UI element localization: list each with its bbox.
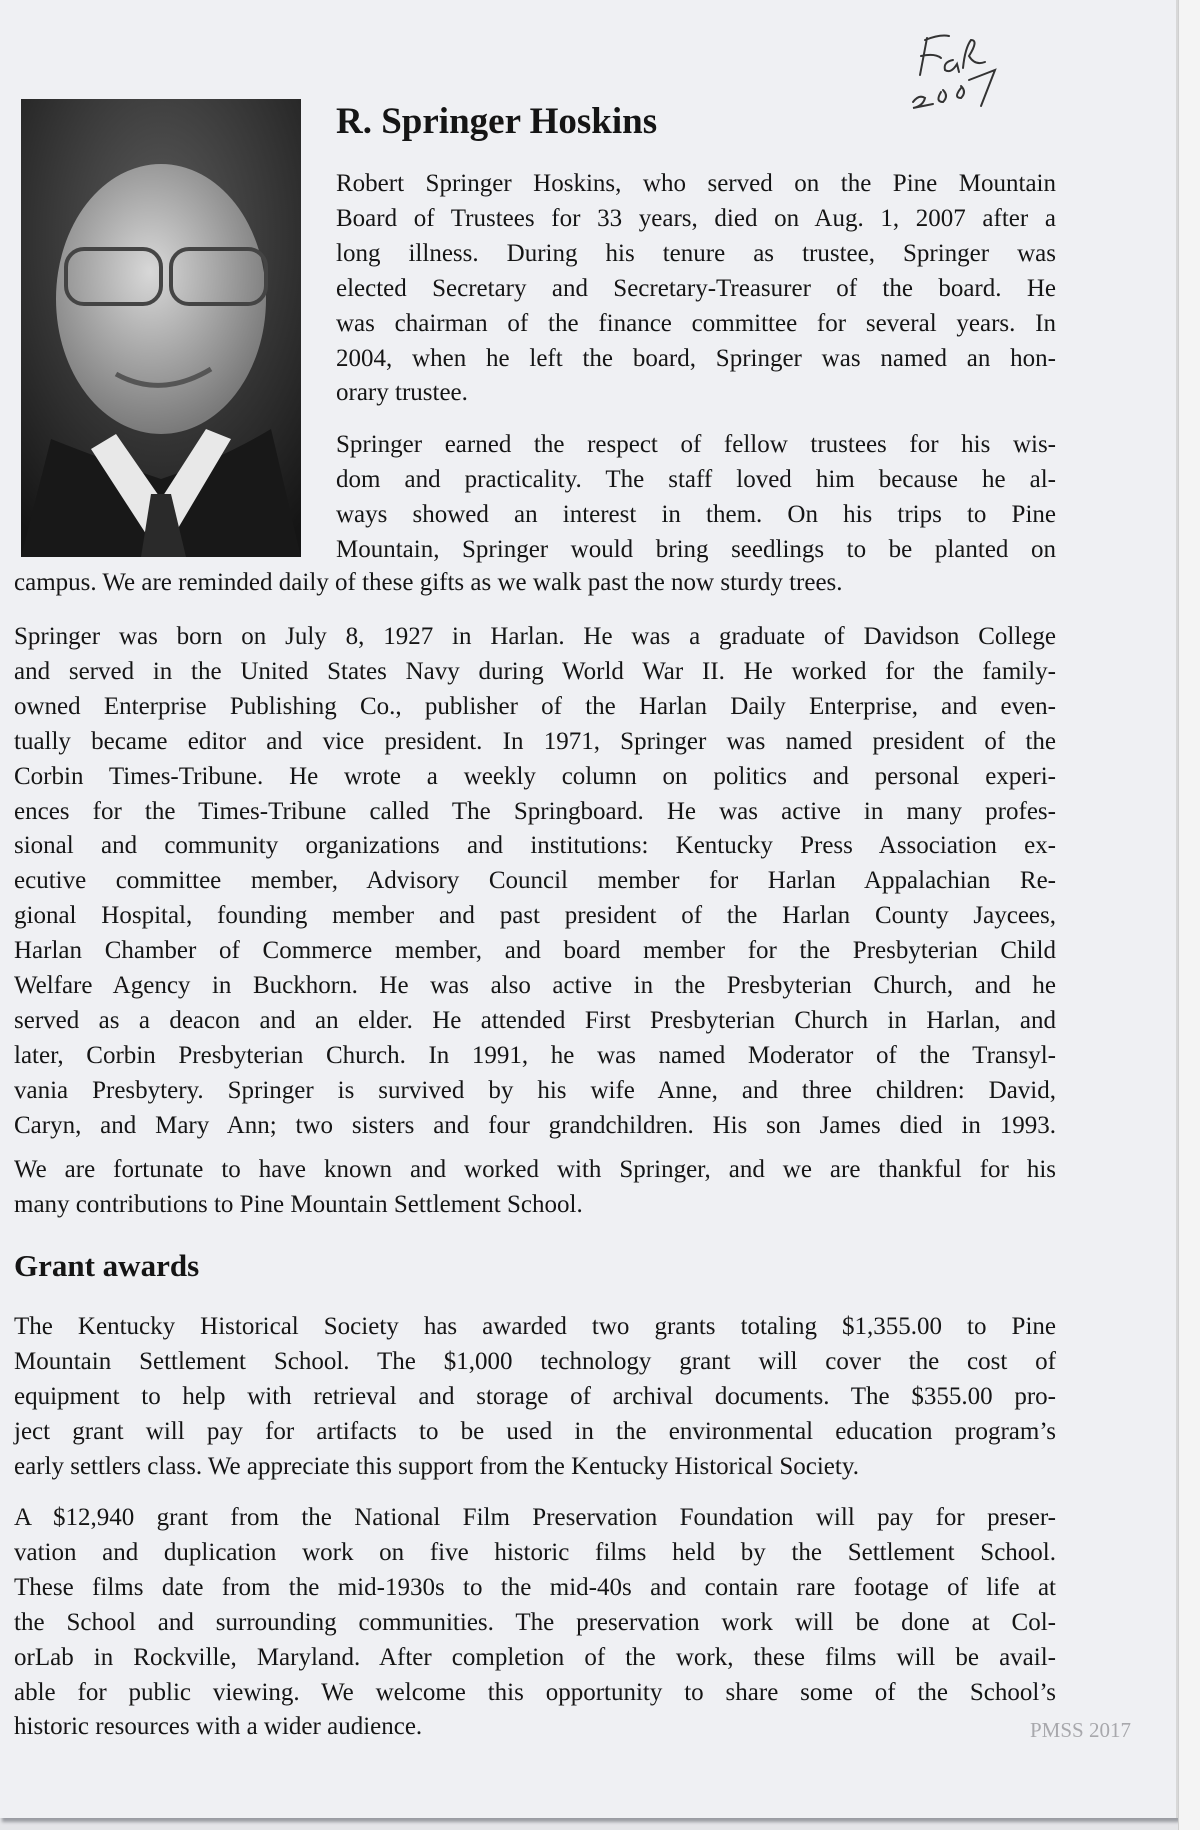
page-edge: [1178, 0, 1200, 1830]
paragraph-closing: [14, 1153, 1056, 1223]
handwritten-date-note: [905, 20, 1025, 110]
text-line: later, Corbin Presbyterian Church. In 1991, he was named Moderator of the Transyl-: [14, 1041, 1056, 1069]
text-line: vation and duplication work on five historic films held by the Settlement School.: [14, 1538, 1056, 1566]
text-line: We are fortunate to have known and worked with Springer, and we are thankful for his: [14, 1156, 1056, 1183]
text-line: elected Secretary and Secretary-Treasurer of the board. He: [336, 274, 1056, 302]
watermark: PMSS 2017: [1030, 1718, 1131, 1742]
text-line: Board of Trustees for 33 years, died on Aug. 1, 2007 after a: [336, 204, 1056, 232]
paragraph-respect-continued: [14, 566, 1014, 601]
paragraph-grants-film: [14, 1501, 1056, 1745]
text-line: ecutive committee member, Advisory Council member for Harlan Appalachian Re-: [14, 867, 1056, 895]
text-line: equipment to help with retrieval and storage of archival documents. The $355.00 pro-: [14, 1382, 1056, 1410]
text-line: Springer earned the respect of fellow trustees for his wis-: [336, 431, 1056, 458]
paragraph-respect: [336, 428, 1056, 568]
text-line: historic resources with a wider audience.: [14, 1713, 423, 1741]
text-line: orary trustee.: [336, 379, 468, 407]
text-line: tually became editor and vice president. In 1971, Springer was named president of the: [14, 727, 1056, 755]
text-line: owned Enterprise Publishing Co., publisher of the Harlan Daily Enterprise, and even-: [14, 692, 1056, 720]
portrait-photo: [21, 99, 301, 557]
text-line: Springer was born on July 8, 1927 in Harlan. He was a graduate of Davidson College: [14, 623, 1056, 650]
text-line: the School and surrounding communities. The preservation work will be done at Col-: [14, 1608, 1056, 1636]
text-line: early settlers class. We appreciate this support from the Kentucky Historical Society.: [14, 1452, 859, 1480]
text-line: ways showed an interest in them. On his trips to Pine: [336, 500, 1056, 528]
text-line: Welfare Agency in Buckhorn. He was also active in the Presbyterian Church, and he: [14, 972, 1056, 1000]
paragraph-biography: [14, 620, 1056, 1144]
section-heading: Grant awards: [14, 1248, 200, 1283]
text-line: sional and community organizations and institutions: Kentucky Press Association ex-: [14, 832, 1056, 860]
text-line: orLab in Rockville, Maryland. After completion of the work, these films will be avail-: [14, 1643, 1056, 1671]
text-line: able for public viewing. We welcome this opportunity to share some of the School’s: [14, 1678, 1056, 1706]
text-line: 2004, when he left the board, Springer was named an hon-: [336, 344, 1056, 372]
text-line: served as a deacon and an elder. He attended First Presbyterian Church in Harlan, and: [14, 1006, 1056, 1034]
text-line: These films date from the mid-1930s to the mid-40s and contain rare footage of life at: [14, 1573, 1056, 1601]
text-line: Mountain Settlement School. The $1,000 technology grant will cover the cost of: [14, 1347, 1056, 1375]
text-line: Caryn, and Mary Ann; two sisters and four grandchildren. His son James died in 1993.: [14, 1111, 1056, 1139]
text-line: A $12,940 grant from the National Film Preservation Foundation will pay for preser-: [14, 1504, 1056, 1531]
text-line: many contributions to Pine Mountain Settlement School.: [14, 1190, 583, 1218]
text-line: The Kentucky Historical Society has awarded two grants totaling $1,355.00 to Pine: [14, 1313, 1056, 1340]
text-line: Corbin Times-Tribune. He wrote a weekly column on politics and personal experi-: [14, 762, 1056, 790]
article-title: R. Springer Hoskins: [336, 101, 658, 142]
text-line: Mountain, Springer would bring seedlings to be planted on: [336, 535, 1056, 563]
text-line: Harlan Chamber of Commerce member, and board member for the Presbyterian Child: [14, 937, 1056, 965]
text-line: dom and practicality. The staff loved him because he al-: [336, 465, 1056, 493]
text-line: ences for the Times-Tribune called The Springboard. He was active in many profes-: [14, 797, 1056, 825]
text-line: gional Hospital, founding member and past president of the Harlan County Jaycees,: [14, 902, 1056, 930]
text-line: vania Presbytery. Springer is survived by his wife Anne, and three children: David,: [14, 1076, 1056, 1104]
text-line: long illness. During his tenure as trustee, Springer was: [336, 239, 1056, 267]
paragraph-grants-historical-society: [14, 1310, 1056, 1485]
paragraph-intro: [336, 167, 1056, 411]
text-line: was chairman of the finance committee for several years. In: [336, 309, 1056, 337]
text-line: Robert Springer Hoskins, who served on the Pine Mountain: [336, 170, 1056, 197]
text-line: campus. We are reminded daily of these gifts as we walk past the now sturdy trees.: [14, 569, 843, 596]
text-line: and served in the United States Navy during World War II. He worked for the family-: [14, 657, 1056, 685]
text-line: ject grant will pay for artifacts to be used in the environmental education program’s: [14, 1417, 1056, 1445]
